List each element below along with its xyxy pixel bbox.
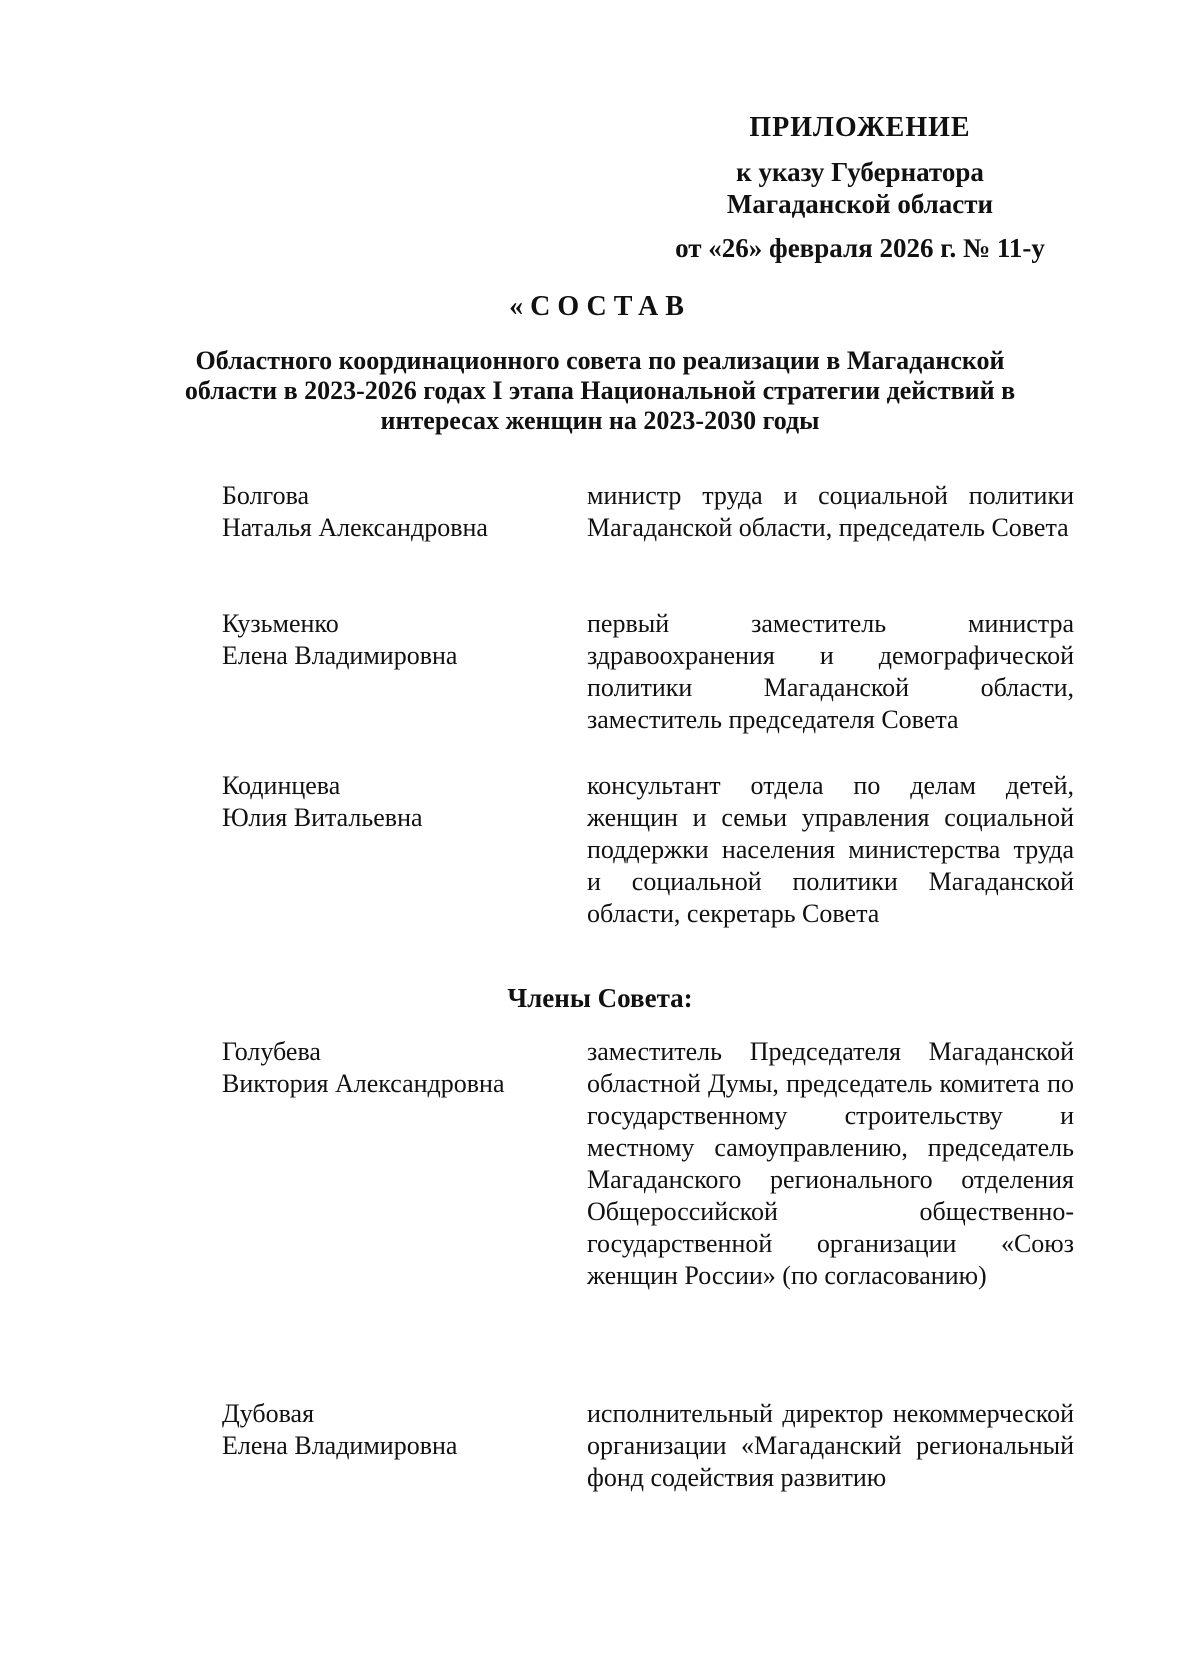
members-section-title: Члены Совета: — [507, 983, 693, 1013]
member-given-names: Елена Владимировна — [222, 1431, 458, 1460]
member-entry — [222, 1398, 1074, 1494]
appendix-decree-line-2: Магаданской области — [726, 189, 994, 219]
member-entry — [222, 1036, 1074, 1292]
member-surname: Болгова — [222, 481, 310, 510]
member-given-names: Виктория Александровна — [222, 1069, 505, 1098]
leadership-entry-deputy-chair — [222, 608, 1074, 736]
member-role: исполнительный директор некоммерческой организации «Магаданский региональный фонд содействия развитию — [587, 1399, 1074, 1492]
appendix-title: ПРИЛОЖЕНИЕ — [749, 112, 971, 143]
member-given-names: Юлия Витальевна — [222, 803, 423, 832]
member-role: заместитель Председателя Магаданской областной Думы, председатель комитета по государственному строительству и местному самоуправлению, председатель Магаданского регионального отделения Общероссийской общественно-государственной организации «Союз женщин России» (по согласованию) — [587, 1037, 1074, 1290]
leadership-entry-chair — [222, 480, 1074, 544]
member-given-names: Елена Владимировна — [222, 641, 458, 670]
member-name — [222, 1398, 587, 1494]
appendix-header — [650, 112, 1070, 264]
member-name — [222, 770, 587, 930]
leadership-entry-secretary — [222, 770, 1074, 930]
member-surname: Кузьменко — [222, 609, 339, 638]
member-surname: Кодинцева — [222, 771, 341, 800]
appendix-decree-line-1: к указу Губернатора — [736, 157, 984, 187]
member-role: министр труда и социальной политики Магаданской области, председатель Совета — [587, 481, 1074, 542]
appendix-decree-date: от «26» февраля 2026 г. № 11-у — [675, 233, 1045, 263]
member-surname: Дубовая — [222, 1399, 315, 1428]
sostav-title: «СОСТАВ — [509, 291, 691, 322]
member-surname: Голубева — [222, 1037, 321, 1066]
member-role: консультант отдела по делам детей, женщин и семьи управления социальной поддержки населения министерства труда и социальной политики Магаданской области, секретарь Совета — [587, 771, 1074, 928]
member-name — [222, 1036, 587, 1292]
council-title: Областного координационного совета по реализации в Магаданской области в 2023-2026 годах I этапа Национальной стратегии действий в интересах женщин на 2023-2030 годы — [184, 346, 1016, 435]
member-name — [222, 608, 587, 736]
document-heading — [150, 290, 1050, 436]
member-name — [222, 480, 587, 544]
member-given-names: Наталья Александровна — [222, 513, 488, 542]
member-role: первый заместитель министра здравоохранения и демографической политики Магаданской области, заместитель председателя Совета — [587, 609, 1074, 734]
